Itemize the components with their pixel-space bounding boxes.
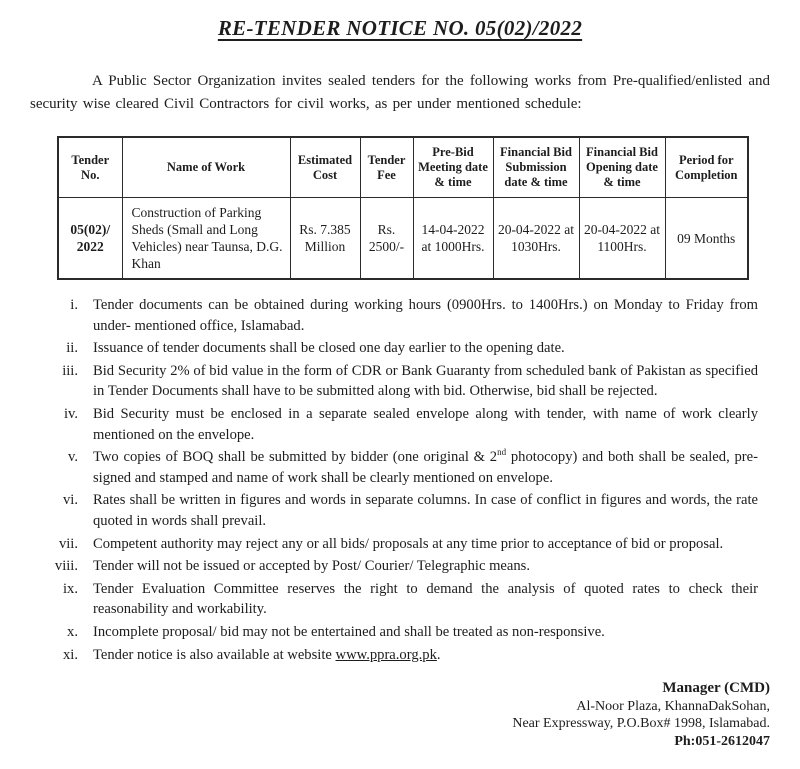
condition-item: [30, 490, 770, 531]
cell-name-of-work: Construction of Parking Sheds (Small and Long Vehicles) near Taunsa, D.G. Khan: [122, 198, 290, 280]
condition-text: Incomplete proposal/ bid may not be entertained and shall be treated as non-responsive.: [93, 623, 605, 640]
col-header-name-of-work: Name of Work: [122, 137, 290, 198]
condition-text: Tender documents can be obtained during working hours (0900Hrs. to 1400Hrs.) on Monday to Friday from under- mentioned office, Islamabad.: [93, 297, 758, 334]
condition-item: [30, 579, 770, 620]
condition-item: [30, 361, 770, 402]
col-header-financial-bid-opening: Financial Bid Opening date & time: [579, 137, 665, 198]
condition-number: ii.: [66, 340, 78, 357]
table-header-row: [58, 137, 748, 198]
condition-number: vi.: [63, 492, 78, 509]
condition-number: iv.: [63, 405, 78, 422]
superscript-ordinal: nd: [497, 447, 507, 458]
condition-text: Tender notice is also available at website www.ppra.org.pk.: [93, 646, 441, 663]
condition-text: Tender Evaluation Committee reserves the right to demand the analysis of quoted rates to check their reasonability and workability.: [93, 580, 758, 618]
col-header-period-for-completion: Period for Completion: [665, 137, 748, 198]
cell-financial-bid-submission: 20-04-2022 at 1030Hrs.: [493, 198, 579, 280]
condition-text: Bid Security must be enclosed in a separate sealed envelope along with tender, with name of work clearly mentioned on the envelope.: [93, 405, 758, 443]
condition-number: iii.: [62, 362, 78, 379]
ppra-website-link: www.ppra.org.pk: [335, 646, 437, 663]
intro-paragraph: A Public Sector Organization invites sealed tenders for the following works from Pre-qualified/enlisted and security wise cleared Civil Contractors for civil works, as per under mentioned schedule:: [30, 73, 770, 112]
col-header-prebid-meeting: Pre-Bid Meeting date & time: [413, 137, 493, 198]
signatory-title: Manager (CMD): [662, 680, 770, 697]
address-line-2: Near Expressway, P.O.Box# 1998, Islamabad.: [512, 716, 770, 732]
condition-number: x.: [67, 623, 78, 640]
cell-estimated-cost: Rs. 7.385 Million: [290, 198, 360, 280]
condition-number: v.: [68, 449, 78, 466]
signature-block: [30, 680, 770, 750]
condition-text: Rates shall be written in figures and words in separate columns. In case of conflict in figures and words, the rate quoted in words shall prevail.: [93, 492, 758, 529]
cell-tender-fee: Rs. 2500/-: [360, 198, 413, 280]
col-header-tender-fee: Tender Fee: [360, 137, 413, 198]
cell-tender-no: 05(02)/ 2022: [58, 198, 122, 280]
tender-schedule-table: [57, 136, 749, 280]
condition-text: Competent authority may reject any or all bids/ proposals at any time prior to acceptance of bid or proposal.: [93, 535, 724, 552]
condition-number: xi.: [63, 646, 78, 663]
condition-item: [30, 645, 770, 666]
col-header-estimated-cost: Estimated Cost: [290, 137, 360, 198]
conditions-list: [30, 295, 770, 665]
condition-item: [30, 556, 770, 577]
phone-number: Ph:051-2612047: [674, 733, 770, 749]
condition-item: [30, 534, 770, 555]
cell-period-for-completion: 09 Months: [665, 198, 748, 280]
condition-number: viii.: [54, 558, 78, 575]
condition-number: i.: [70, 297, 78, 313]
address-line-1: Al-Noor Plaza, KhannaDakSohan,: [576, 698, 770, 714]
col-header-financial-bid-submission: Financial Bid Submission date & time: [493, 137, 579, 198]
condition-item: [30, 295, 770, 336]
condition-item: [30, 404, 770, 445]
col-header-tender-no: Tender No.: [58, 137, 122, 198]
document-title: RE-TENDER NOTICE NO. 05(02)/2022: [217, 16, 583, 40]
condition-number: vii.: [58, 535, 78, 552]
condition-item: [30, 338, 770, 359]
condition-text: Two copies of BOQ shall be submitted by bidder (one original & 2nd photocopy) and both shall be sealed, pre-signed and stamped and name of work shall be clearly mentioned on envelope.: [93, 447, 759, 486]
condition-text: Tender will not be issued or accepted by Post/ Courier/ Telegraphic means.: [93, 558, 530, 575]
condition-number: ix.: [63, 580, 78, 597]
condition-item: [30, 447, 770, 488]
cell-prebid-meeting: 14-04-2022 at 1000Hrs.: [413, 198, 493, 280]
table-row: [58, 198, 748, 280]
cell-financial-bid-opening: 20-04-2022 at 1100Hrs.: [579, 198, 665, 280]
condition-item: [30, 622, 770, 643]
condition-text: Issuance of tender documents shall be closed one day earlier to the opening date.: [93, 340, 565, 357]
condition-text: Bid Security 2% of bid value in the form of CDR or Bank Guaranty from scheduled bank of Pakistan as specified in Tender Documents shall have to be submitted along with bid. Otherwise, bid shall be rejected.: [93, 362, 758, 400]
